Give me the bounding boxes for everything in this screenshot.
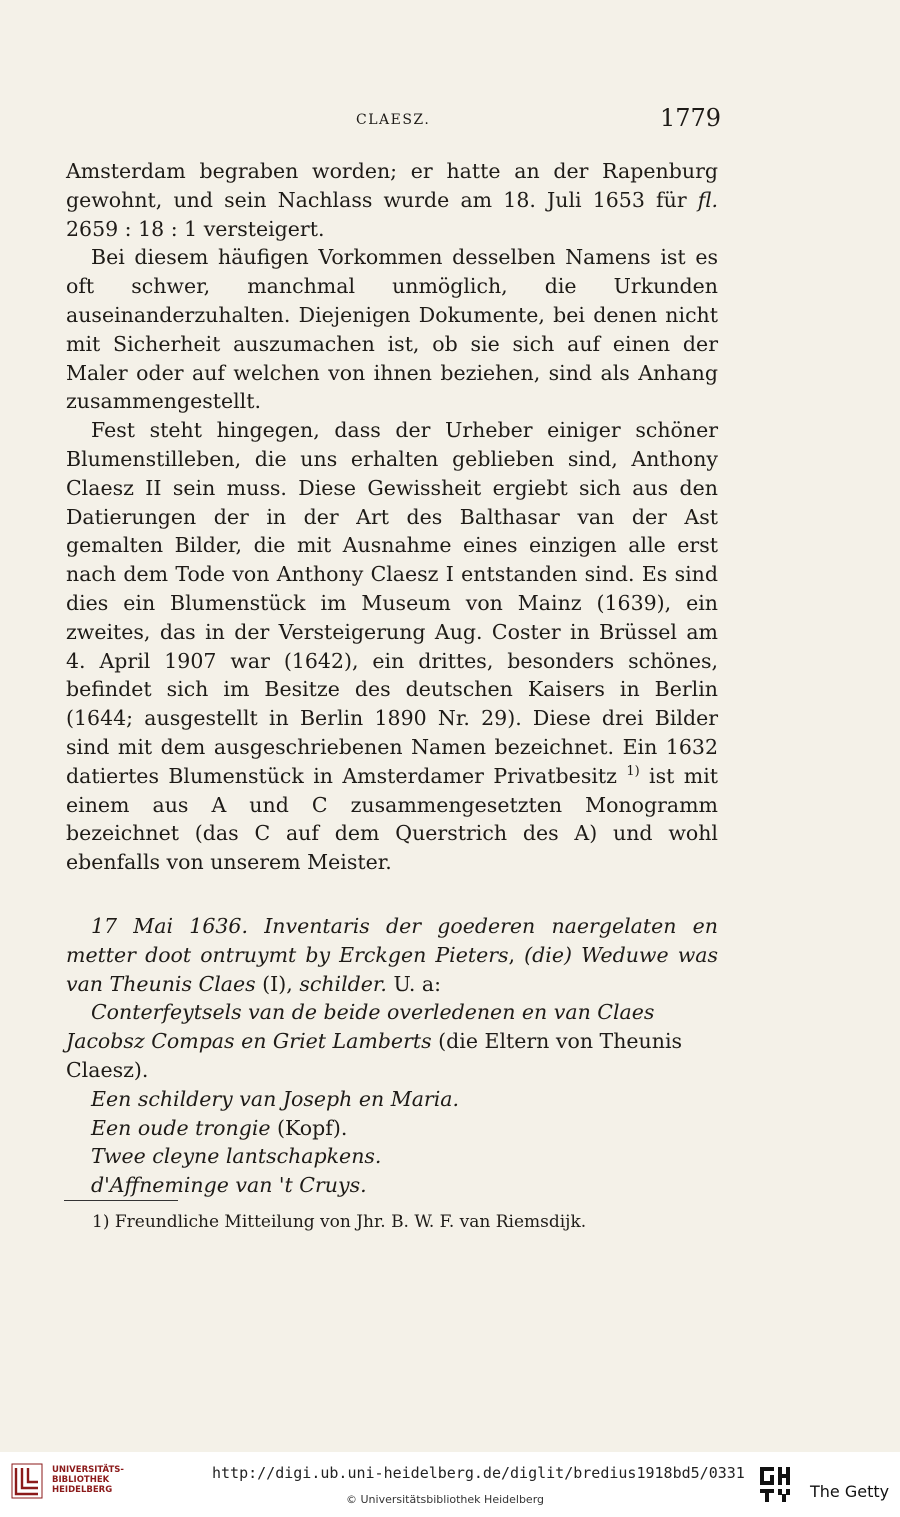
university-library-name bbox=[52, 1465, 124, 1495]
paragraph-1-end: 2659 : 18 : 1 versteigert. bbox=[66, 216, 325, 241]
uni-name-line-1: UNIVERSITÄTS- bbox=[52, 1465, 124, 1475]
university-library-logo-icon[interactable] bbox=[10, 1462, 44, 1500]
uni-name-line-3: HEIDELBERG bbox=[52, 1485, 113, 1495]
paragraph-3-text-b: ist mit einem aus A und C zusammengesetzten Monogramm bezeichnet (das C auf dem Querstrich des A) und wohl ebenfalls von unserem Meister. bbox=[66, 763, 718, 875]
copyright-notice: © Universitätsbibliothek Heidelberg bbox=[346, 1493, 545, 1506]
inventory-entry-3 bbox=[66, 1114, 718, 1143]
inventory-heading-roman: (I), bbox=[255, 971, 300, 996]
paragraph-3-text-a: Fest steht hingegen, dass der Urheber einiger schöner Blumenstilleben, die uns erhalten geblieben sind, Anthony Claesz II sein muss. Diese Gewissheit ergiebt sich aus den Datierungen der in der Art des Balthasar van der Ast gemalten Bilder, die mit Ausnahme eines einzigen alle erst nach dem Tode von Anthony Claesz I entstanden sind. Es sind dies ein Blumenstück im Museum von Mainz (1639), ein zweites, das in der Versteigerung Aug. Coster in Brüssel am 4. April 1907 war (1642), ein drittes, besonders schönes, befindet sich im Besitze des deutschen Kaisers in Berlin (1644; ausgestellt in Berlin 1890 Nr. 29). Diese drei Bilder sind mit dem ausgeschriebenen Namen bezeichnet. Ein 1632 datiertes Blumenstück in Amsterdamer Privatbesitz bbox=[66, 418, 718, 788]
inventory-entry-1-italic: Conterfeytsels van de beide overledenen en van Claes Jacobsz Compas en Griet Lamberts bbox=[66, 1000, 655, 1054]
inventory-heading-comma: , bbox=[508, 942, 525, 967]
inventory-entry-3-italic: Een oude trongie bbox=[91, 1115, 271, 1140]
getty-logo-icon[interactable] bbox=[757, 1464, 795, 1504]
viewer-footer bbox=[0, 1452, 900, 1517]
inventory-entry-5-italic: d'Affneminge van 't Cruys. bbox=[91, 1173, 367, 1198]
paragraph-1-text: Amsterdam begraben worden; er hatte an der Rapenburg gewohnt, und sein Nachlass wurde am 18. Juli 1653 für bbox=[66, 159, 718, 212]
permalink-url[interactable]: http://digi.ub.uni-heidelberg.de/diglit/bredius1918bd5/0331 bbox=[212, 1464, 745, 1482]
inventory-entry-1-roman: (die Eltern von Theunis Claesz). bbox=[66, 1029, 683, 1082]
inventory-section bbox=[66, 912, 718, 1200]
running-head: CLAESZ. bbox=[356, 112, 431, 128]
inventory-entry-3-roman: (Kopf). bbox=[270, 1115, 348, 1140]
inventory-entry-1 bbox=[66, 998, 718, 1084]
florin-abbrev: fl. bbox=[697, 187, 718, 212]
inventory-heading bbox=[66, 912, 718, 998]
paragraph-1 bbox=[66, 157, 718, 243]
inventory-heading-italic: 17 Mai 1636. Inventaris der goederen naergelaten en metter doot ontruymt by Erckgen Pieters bbox=[66, 914, 718, 967]
inventory-entry-2-italic: Een schildery van Joseph en Maria. bbox=[91, 1086, 460, 1111]
paragraph-2: Bei diesem häufigen Vorkommen desselben Namens ist es oft schwer, manchmal unmöglich, die Urkunden auseinanderzuhalten. Diejenigen Dokumente, bei denen nicht mit Sicherheit auszumachen ist, ob sie sich auf einen der Maler oder auf welchen von ihnen beziehen, sind als Anhang zusammengestellt. bbox=[66, 245, 718, 414]
inventory-entry-2 bbox=[66, 1085, 718, 1114]
getty-name: The Getty bbox=[810, 1482, 890, 1501]
paragraph-3 bbox=[66, 416, 718, 877]
inventory-heading-end: U. a: bbox=[386, 971, 442, 996]
inventory-entry-4-italic: Twee cleyne lantschapkens. bbox=[91, 1144, 382, 1169]
inventory-heading-italic-3: schilder. bbox=[299, 971, 387, 996]
footnote: 1) Freundliche Mitteilung von Jhr. B. W. F. van Riemsdijk. bbox=[92, 1212, 587, 1232]
inventory-heading-italic-2: (die) Weduwe was van Theunis Claes bbox=[66, 942, 718, 996]
footnote-divider bbox=[64, 1200, 178, 1201]
inventory-entry-4 bbox=[66, 1142, 718, 1171]
page-number: 1779 bbox=[660, 104, 722, 132]
uni-name-line-2: BIBLIOTHEK bbox=[52, 1475, 110, 1485]
main-text bbox=[66, 157, 718, 877]
footnote-reference: 1) bbox=[626, 763, 640, 779]
inventory-entry-5 bbox=[66, 1171, 718, 1200]
